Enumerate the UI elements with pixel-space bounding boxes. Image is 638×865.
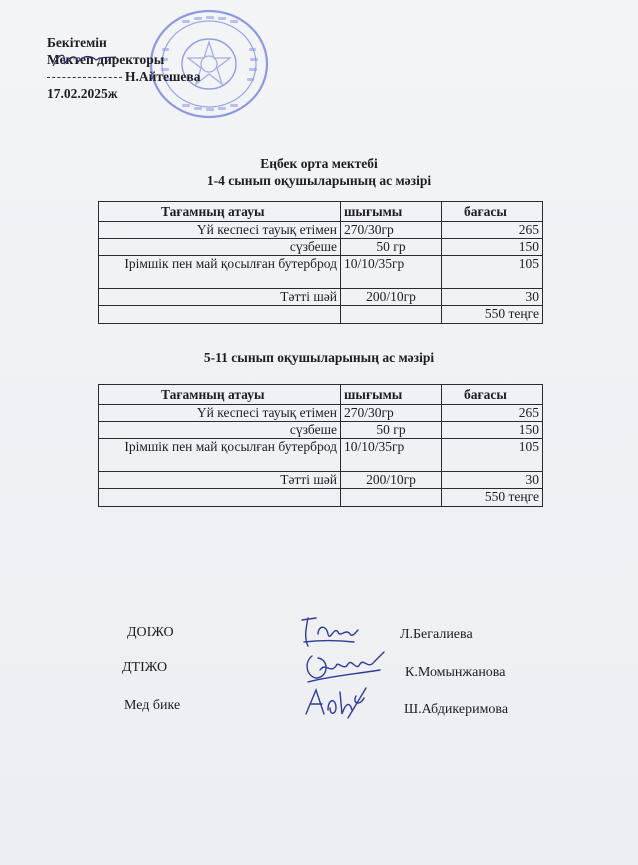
total-price: 550 теңге [442, 489, 543, 507]
dish-price: 150 [442, 422, 543, 439]
dish-name: Үй кеспесі тауық етімен [99, 405, 341, 422]
dish-price: 265 [442, 222, 543, 239]
signature-3 [302, 684, 370, 720]
menu-title-2: 5-11 сынып оқушыларының ас мәзірі [203, 350, 435, 365]
signer-name: Ш.Абдикеримова [404, 702, 509, 717]
dish-qty: 10/10/35гр [341, 439, 442, 472]
signer-role: Мед бике [124, 698, 181, 713]
column-header-qty: шығымы [341, 385, 442, 405]
dish-qty: 10/10/35гр [341, 256, 442, 289]
approval-date: 17.02.2025ж [47, 86, 118, 101]
dish-price: 105 [442, 256, 543, 289]
dish-name: Ірімшік пен май қосылған бутерброд [99, 256, 341, 289]
signature-2 [300, 648, 386, 688]
dish-name: Ірімшік пен май қосылған бутерброд [99, 439, 341, 472]
dish-price: 30 [442, 289, 543, 306]
dish-qty: 270/30гр [341, 405, 442, 422]
approval-position: Мектеп директоры [47, 52, 165, 67]
column-header-price: бағасы [442, 385, 543, 405]
dish-name: сүзбеше [99, 239, 341, 256]
dish-qty: 50 гр [341, 239, 442, 256]
column-header-name: Тағамның атауы [99, 202, 341, 222]
signer-name: К.Момынжанова [405, 665, 506, 680]
dish-price: 150 [442, 239, 543, 256]
approval-title: Бекітемін [47, 35, 107, 50]
menu-title-1: 1-4 сынып оқушыларының ас мәзірі [206, 173, 432, 188]
dish-price: 265 [442, 405, 543, 422]
signer-role: ДОІЖО [127, 625, 174, 640]
approval-signatory-name: Н.Айтешева [125, 69, 201, 84]
dish-qty: 270/30гр [341, 222, 442, 239]
dish-qty: 200/10гр [341, 289, 442, 306]
total-price: 550 теңге [442, 306, 543, 324]
dish-name: Тәтті шәй [99, 289, 341, 306]
signer-name: Л.Бегалиева [400, 627, 473, 642]
dish-qty: 50 гр [341, 422, 442, 439]
dish-name: Тәтті шәй [99, 472, 341, 489]
school-name: Еңбек орта мектебі [260, 156, 378, 171]
signer-role: ДТІЖО [122, 660, 168, 675]
dish-price: 105 [442, 439, 543, 472]
dish-price: 30 [442, 472, 543, 489]
dish-name: сүзбеше [99, 422, 341, 439]
dish-qty: 200/10гр [341, 472, 442, 489]
column-header-qty: шығымы [341, 202, 442, 222]
column-header-price: бағасы [442, 202, 543, 222]
signature-1 [296, 612, 362, 650]
dish-name: Үй кеспесі тауық етімен [99, 222, 341, 239]
column-header-name: Тағамның атауы [99, 385, 341, 405]
